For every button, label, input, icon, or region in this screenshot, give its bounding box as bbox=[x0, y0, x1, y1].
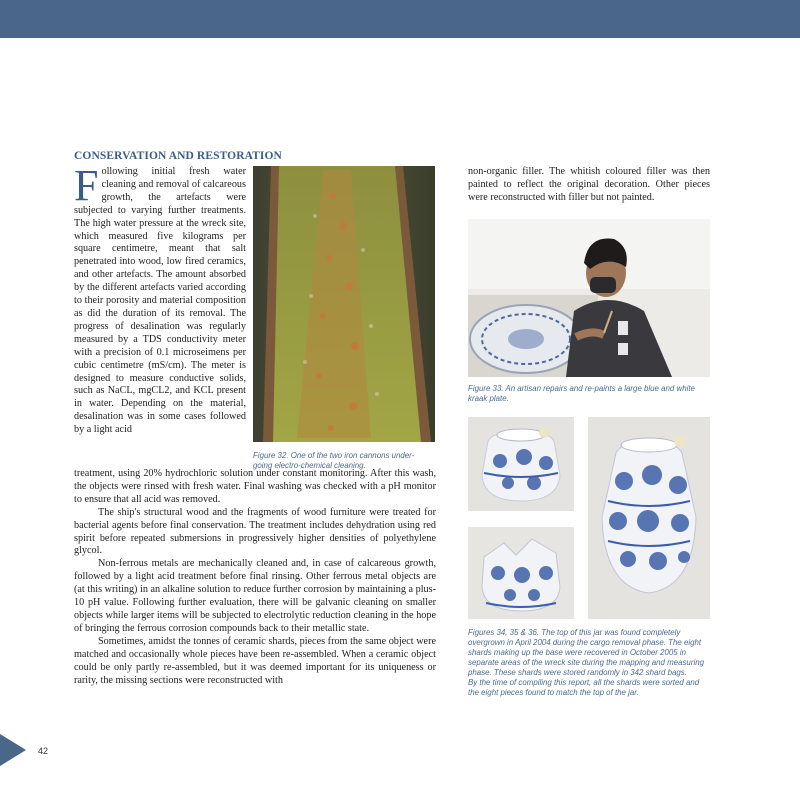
figure-36-photo bbox=[588, 417, 710, 619]
left-column-text bbox=[74, 161, 246, 437]
drop-cap: F bbox=[74, 161, 99, 210]
figures-34-36-caption-note: By the time of compiling this report, all the shards were sorted and the eight pieces found to match the top of the jar. bbox=[468, 678, 700, 697]
complete-jar-image bbox=[588, 417, 710, 619]
jar-top-image bbox=[468, 417, 574, 511]
figure-34-photo bbox=[468, 417, 574, 511]
paragraph-ceramics: Sometimes, amidst the tonnes of ceramic shards, pieces from the same object were matched and occasionally whole pieces have been re-assembled. When a ceramic object could be only partly re-assembled, but it was deemed important for its uniqueness or rarity, the missing sections were reconstructed with bbox=[74, 635, 436, 686]
full-width-text bbox=[74, 468, 436, 687]
right-column-text bbox=[468, 166, 710, 205]
page-number: 42 bbox=[38, 746, 49, 756]
artisan-image bbox=[468, 219, 710, 377]
cannon-tank-image bbox=[253, 166, 435, 442]
figure-32-caption: Figure 32. One of the two iron cannons under-going electro-chemical cleaning. bbox=[253, 451, 415, 470]
header-band bbox=[0, 0, 800, 38]
figure-35-photo bbox=[468, 527, 574, 619]
right-column-body: non-organic filler. The whitish coloured filler was then painted to reflect the original decoration. Other pieces were reconstructed with filler but not painted. bbox=[468, 166, 710, 203]
figures-34-36-caption bbox=[468, 628, 710, 698]
figure-33-photo bbox=[468, 219, 710, 377]
left-column-body: ollowing initial fresh water cleaning and removal of calcareous growth, the artefacts were subjected to varying further treatments. The high water pressure at the wreck site, which measured five kilograms per square centimetre, meant that salt penetrated into wood, low fired ceramics, and other artefacts. The amount absorbed by the different artefacts varied according to their porosity and material composition as did the duration of its removal. The progress of desalination was regularly measured by a TDS conductivity meter with a precision of 0.1 microseimens per cubic centimetre (mS/cm). The meter is designed to measure conductive solids, such as NaCL, mgCL2, and KCL present in water. Depending on the material, desalination was in some cases followed by a light acid bbox=[74, 166, 246, 436]
jar-base-image bbox=[468, 527, 574, 619]
figure-32-photo bbox=[253, 166, 435, 442]
figures-34-36-caption-main: Figures 34, 35 & 36. The top of this jar was found completely overgrown in April 2004 during the cargo removal phase. The eight shards making up the base were recovered in October 2005 in separate areas of the wreck site during the mapping and measuring phase. These shards were stored randomly in 342 shard bags. bbox=[468, 628, 704, 677]
paragraph-metals: Non-ferrous metals are mechanically cleaned and, in case of calcareous growth, followed by a light acid treatment before final rinsing. Other ferrous metal objects are (at this writing) in an alkaline solution to reduce further corrosion by maintaining a plus-10 pH value. Following further evaluation, there will be galvanic cleaning on smaller objects while larger items will be subjected to electrolytic reduction cleaning in the hope of bringing the ferrous corrosion compounds back to their metallic state. bbox=[74, 558, 436, 634]
page-corner-arrow-icon bbox=[0, 734, 26, 766]
section-heading: CONSERVATION AND RESTORATION bbox=[74, 150, 282, 162]
paragraph-acid-treatment: treatment, using 20% hydrochloric solution under constant monitoring. After this wash, the objects were rinsed with fresh water. Final washing was checked with a pH monitor to ensure that all acid was removed. bbox=[74, 468, 436, 505]
paragraph-wood-treatment: The ship's structural wood and the fragments of wood furniture were treated for bacterial agents before final conservation. The treatment includes dehydration using red spirit before repeated submersions in progressively higher densities of polyethylene glycol. bbox=[74, 506, 436, 557]
figure-33-caption: Figure 33. An artisan repairs and re-paints a large blue and white kraak plate. bbox=[468, 384, 695, 403]
